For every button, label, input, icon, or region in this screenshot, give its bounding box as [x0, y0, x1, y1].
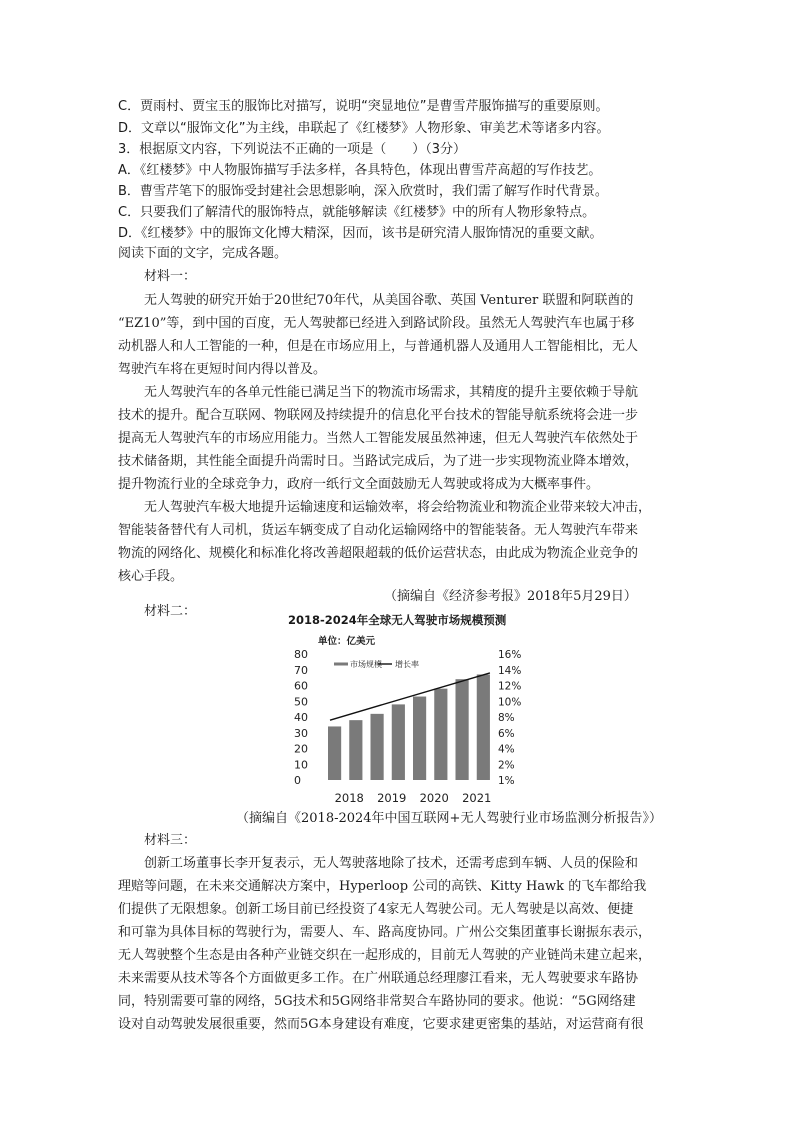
y-tick-label: 10 [294, 758, 308, 772]
q2-option-c: C．贾雨村、贾宝玉的服饰比对描写，说明“突显地位”是曹雪芹服饰描写的重要原则。 [118, 99, 609, 114]
y2-tick-label: 16% [498, 649, 522, 661]
material3-line: 无人驾驶整个生态是由各种产业链交织在一起形成的，目前无人驾驶的产业链尚未建立起来， [118, 948, 652, 963]
material1-line: 提升物流行业的全球竞争力，政府一纸行文全面鼓励无人驾驶或将成为大概率事件。 [118, 477, 600, 492]
y-tick-label: 50 [294, 695, 308, 709]
q3-option-a: A．《红楼梦》中人物服饰描写手法多样，各具特色，体现出曹雪芹高超的写作技艺。 [118, 163, 602, 178]
material1-heading: 材料一： [144, 269, 197, 284]
bar [434, 689, 447, 780]
reading-instruction: 阅读下面的文字，完成各题。 [118, 246, 288, 261]
y-tick-label: 30 [294, 726, 308, 740]
legend-label: 增长率 [395, 660, 419, 669]
material1-line: 技术储备期，其性能全面提升尚需时日。当路试完成后，为了进一步实现物流业降本增效， [118, 454, 639, 469]
material1-line: 动机器人和人工智能的一种，但是在市场应用上，与普通机器人及通用人工智能相比，无人 [118, 339, 639, 354]
material1-line: 无人驾驶汽车极大地提升运输速度和运输效率，将会给物流业和物流企业带来较大冲击， [144, 500, 652, 515]
bar [477, 674, 490, 780]
chart-title: 2018-2024年全球无人驾驶市场规模预测 [288, 613, 507, 627]
y-tick-label: 60 [294, 679, 308, 693]
bar [349, 720, 362, 780]
material2-heading: 材料二： [144, 604, 197, 619]
y2-tick-label: 10% [498, 696, 522, 709]
x-tick-label: 2021 [462, 791, 492, 805]
x-tick-label: 2018 [334, 791, 364, 805]
y-tick-label: 40 [294, 711, 308, 724]
bar [328, 726, 341, 780]
material3-line: 理赔等问题，在未来交通解决方案中，Hyperloop 公司的高铁、Kitty Hawk 的飞车都给我 [118, 879, 647, 894]
y2-tick-label: 6% [498, 727, 515, 740]
bar [371, 714, 384, 780]
bar [456, 679, 469, 780]
material3-line: 未来需要从技术等各个方面做更多工作。在广州联通总经理廖江看来，无人驾驶要求车路协 [118, 971, 639, 986]
q3-option-b: B．曹雪芹笔下的服饰受封建社会思想影响，深入欣赏时，我们需了解写作时代背景。 [118, 184, 608, 199]
material1-line: 驾驶汽车将在更短时间内得以普及。 [118, 362, 327, 377]
x-tick-label: 2020 [419, 791, 449, 805]
material3-line: 和可靠为具体目标的驾驶行为，需要人、车、路高度协同。广州公交集团董事长谢振东表示， [118, 925, 652, 940]
material1-line: 提高无人驾驶汽车的市场应用能力。当然人工智能发展虽然神速，但无人驾驶汽车依然处于 [118, 431, 639, 446]
y2-tick-label: 8% [498, 712, 515, 724]
y2-tick-label: 12% [498, 680, 522, 693]
material3-line: 同，特别需要可靠的网络，5G技术和5G网络非常契合车路协同的要求。他说：“5G网络建 [118, 994, 636, 1009]
material3-line: 们提供了无限想象。创新工场目前已经投资了4家无人驾驶公司。无人驾驶是以高效、便捷 [118, 902, 634, 917]
q3-option-c: C．只要我们了解清代的服饰特点，就能够解读《红楼梦》中的所有人物形象特点。 [118, 205, 596, 220]
material1-line: 核心手段。 [118, 569, 184, 584]
y2-tick-label: 14% [498, 664, 522, 677]
q3-option-d: D．《红楼梦》中的服饰文化博大精深，因而，该书是研究清人服饰情况的重要文献。 [118, 226, 603, 241]
y-tick-label: 80 [294, 648, 308, 661]
bar [392, 704, 405, 780]
y2-tick-label: 1% [498, 775, 515, 787]
material1-line: 物流的网络化、规模化和标准化将改善超限超载的低价运营状态，由此成为物流企业竞争的 [118, 546, 639, 561]
bar [413, 697, 426, 780]
y-tick-label: 70 [294, 663, 308, 677]
q2-option-d: D．文章以“服饰文化”为主线，串联起了《红楼梦》人物形象、审美艺术等诸多内容。 [118, 121, 610, 136]
chart-unit-label: 单位：亿美元 [318, 636, 376, 647]
material2-source: （摘编自《2018-2024年中国互联网+无人驾驶行业市场监测分析报告》） [236, 811, 662, 826]
material1-line: 无人驾驶汽车的各单元性能已满足当下的物流市场需求，其精度的提升主要依赖于导航 [144, 385, 639, 400]
legend-label: 市场规模 [350, 660, 382, 669]
material1-source: （摘编自《经济参考报》2018年5月29日） [384, 589, 637, 604]
y-tick-label: 20 [294, 742, 308, 756]
material1-line: 技术的提升。配合互联网、物联网及持续提升的信息化平台技术的智能导航系统将会进一步 [118, 408, 639, 423]
y-tick-label: 0 [294, 774, 301, 787]
material1-line: “EZ10”等，到中国的百度，无人驾驶都已经进入到路试阶段。虽然无人驾驶汽车也属于移 [118, 316, 635, 331]
q3-stem: 3．根据原文内容，下列说法不正确的一项是（ ）（3分） [118, 142, 467, 157]
material3-line: 创新工场董事长李开复表示，无人驾驶落地除了技术，还需考虑到车辆、人员的保险和 [144, 856, 639, 871]
y2-tick-label: 2% [498, 759, 515, 772]
material3-line: 设对自动驾驶发展很重要，然而5G本身建设有难度，它要求建更密集的基站，对运营商有很 [118, 1017, 644, 1032]
x-tick-label: 2019 [377, 791, 407, 805]
material1-line: 智能装备替代有人司机，货运车辆变成了自动化运输网络中的智能装备。无人驾驶汽车带来 [118, 523, 639, 538]
growth-rate-line [330, 673, 490, 720]
y2-tick-label: 4% [498, 743, 515, 756]
material3-heading: 材料三： [144, 833, 197, 848]
material1-line: 无人驾驶的研究开始于20世纪70年代，从美国谷歌、英国 Venturer 联盟和阿联酋的 [144, 293, 634, 308]
